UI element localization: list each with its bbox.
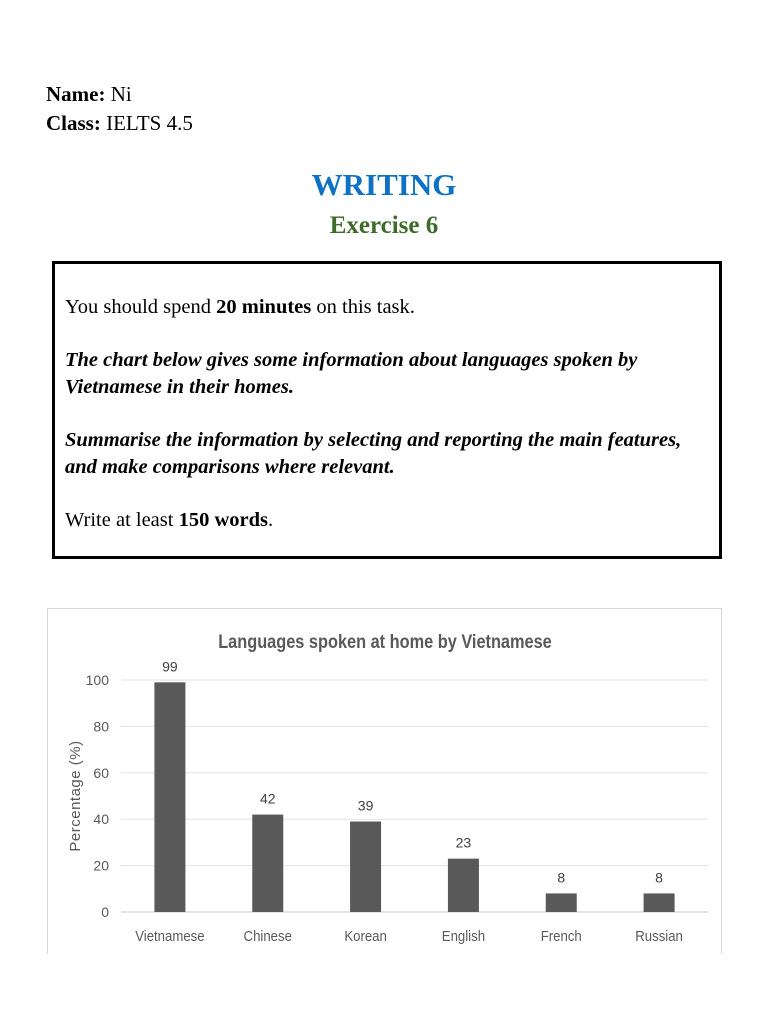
- x-tick-label: Korean: [344, 927, 387, 945]
- task-prompt: The chart below gives some information about languages spoken by Vietnamese in their homes.: [65, 349, 638, 398]
- bar-korean: [350, 822, 381, 912]
- chart-frame: [47, 608, 722, 954]
- student-info: [46, 80, 193, 138]
- bar-english: [448, 859, 479, 912]
- data-label: 23: [455, 834, 472, 851]
- bar-vietnamese: [154, 682, 185, 912]
- chart-title: Languages spoken at home by Vietnamese: [218, 630, 552, 653]
- time-text-bold: 20 minutes: [216, 296, 312, 318]
- student-name-line: [46, 80, 193, 109]
- data-label: 39: [357, 797, 374, 814]
- x-tick-label: Vietnamese: [135, 927, 205, 945]
- bar-russian: [644, 893, 675, 912]
- words-text-bold: 150 words: [178, 509, 269, 531]
- name-value: Ni: [105, 82, 132, 106]
- time-instruction: [65, 294, 709, 321]
- class-label: Class:: [46, 111, 101, 135]
- words-text-pre: Write at least: [65, 509, 179, 531]
- y-tick-label: 0: [101, 904, 109, 920]
- class-value: IELTS 4.5: [100, 111, 193, 135]
- bar-chinese: [252, 815, 283, 912]
- x-tick-label: French: [540, 927, 582, 945]
- page-title: WRITING: [311, 167, 457, 202]
- data-label: 99: [162, 658, 178, 675]
- data-label: 8: [557, 869, 566, 886]
- time-text-pre: You should spend: [65, 296, 217, 318]
- y-tick-label: 40: [93, 811, 109, 828]
- student-class-line: [46, 109, 193, 138]
- x-tick-label: Russian: [635, 927, 683, 945]
- y-tick-label: 100: [85, 672, 109, 688]
- y-tick-label: 20: [93, 857, 109, 874]
- bar-french: [546, 893, 577, 912]
- name-label: Name:: [46, 82, 106, 106]
- task-instruction: Summarise the information by selecting and reporting the main features, and make comparisons where relevant.: [65, 429, 682, 478]
- data-label: 8: [655, 869, 663, 886]
- data-label: 42: [259, 790, 276, 807]
- task-box: [52, 261, 722, 559]
- y-axis-label: Percentage (%): [67, 740, 84, 852]
- y-tick-label: 80: [93, 718, 109, 735]
- words-text-post: .: [268, 509, 274, 531]
- x-tick-label: English: [441, 927, 486, 945]
- page-subtitle: Exercise 6: [329, 212, 439, 239]
- bar-chart: [48, 609, 723, 955]
- y-tick-label: 60: [93, 764, 109, 781]
- x-tick-label: Chinese: [243, 927, 292, 945]
- time-text-post: on this task.: [311, 296, 415, 318]
- word-count-instruction: [65, 507, 709, 534]
